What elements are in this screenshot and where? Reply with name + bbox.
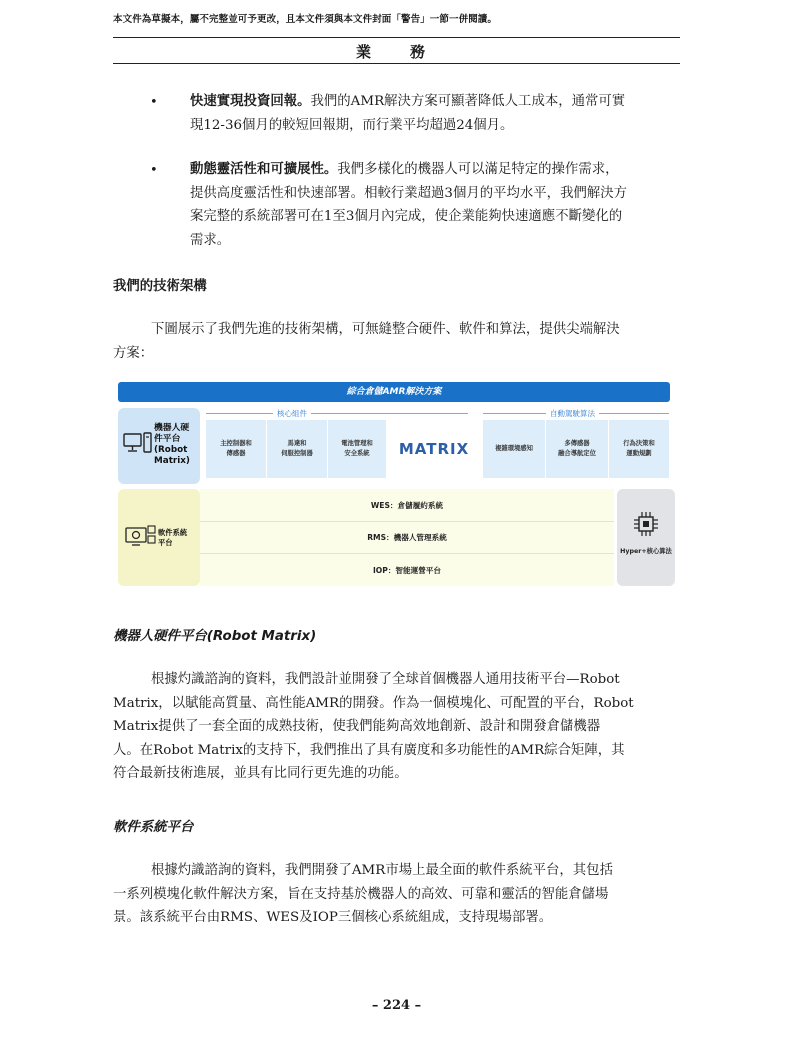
- bullet-flex-line-2: 提供高度靈活性和快速部署。相較行業超過3個月的平均水平，我們解決方: [190, 185, 628, 201]
- robot-matrix-line-5: 符合最新技術進展，並具有比同行更先進的功能。: [113, 766, 408, 781]
- systems-divider: [200, 553, 614, 554]
- cell-sensor-fusion: 多傳感器 融合導航定位: [546, 420, 608, 478]
- core-group-line: [206, 413, 468, 414]
- core-algorithm-box: [617, 489, 675, 586]
- bullet-roi-line-1: 快速實現投資回報。我們的AMR解決方案可顯著降低人工成本，通常可實: [190, 94, 626, 109]
- software-platform-label: 軟件系統 平台: [158, 528, 188, 547]
- bullet-roi: [190, 90, 680, 137]
- bullet-flex-line-4: 需求。: [190, 232, 231, 248]
- bullet-flex-line-1: 動態靈活性和可擴展性。我們多樣化的機器人可以滿足特定的操作需求，: [190, 162, 619, 177]
- system-wes: WES：倉儲履約系統: [370, 501, 444, 510]
- tech-intro-line-1: 下圖展示了我們先進的技術架構，可無縫整合硬件、軟件和算法，提供尖端解決: [151, 322, 620, 337]
- cell-main-controller: 主控制器和 傳感器: [206, 420, 266, 478]
- cell-environment-perception: 複雜環境感知: [483, 420, 545, 478]
- bullet-marker: •: [150, 95, 158, 110]
- system-rms: RMS：機器人管理系統: [367, 533, 447, 542]
- software-platform-line-1: 根據灼識諮詢的資料，我們開發了AMR市場上最全面的軟件系統平台，其包括: [151, 863, 613, 878]
- systems-divider: [200, 521, 614, 522]
- robot-matrix-line-3: Matrix提供了一套全面的成熟技術，使我們能夠高效地創新、設計和開發倉儲機器: [113, 719, 601, 734]
- tech-intro-line-2: 方案：: [113, 345, 154, 361]
- system-iop: IOP：智能運營平台: [372, 566, 441, 575]
- software-platform-paragraph: [113, 859, 680, 930]
- robot-matrix-paragraph: [113, 668, 680, 786]
- core-algorithm-label: Hyper+核心算法: [620, 548, 672, 555]
- section-title: 業 務: [355, 43, 437, 61]
- bullet-flex-line-3: 案完整的系統部署可在1至3個月內完成，使企業能夠快速適應不斷變化的: [190, 209, 623, 224]
- page-number: – 224 –: [371, 998, 422, 1013]
- tech-architecture-heading: 我們的技術架構: [113, 279, 207, 294]
- bullet-roi-title: 快速實現投資回報。: [190, 94, 311, 109]
- bullet-flexibility: [190, 158, 680, 252]
- software-monitor-icon: [124, 525, 156, 547]
- chip-icon: [633, 511, 659, 537]
- header-rule-top: [113, 37, 680, 38]
- autodrive-group-label: 自動駕駛算法: [546, 408, 599, 419]
- bullet-marker: •: [150, 163, 158, 178]
- robot-matrix-line-1: 根據灼識諮詢的資料，我們設計並開發了全球首個機器人通用技術平台—Robot: [151, 672, 620, 687]
- software-platform-heading: 軟件系統平台: [113, 820, 194, 835]
- tech-intro: [113, 318, 680, 365]
- robot-matrix-line-4: 人。在Robot Matrix的支持下，我們推出了具有廣度和多功能性的AMR綜合矩陣，其: [113, 742, 625, 758]
- robot-matrix-heading: 機器人硬件平台(Robot Matrix): [113, 629, 317, 644]
- robot-matrix-line-2: Matrix，以賦能高質量、高性能AMR的開發。作為一個模塊化、可配置的平台，Robot: [113, 695, 634, 711]
- matrix-logo: MATRIX: [398, 440, 470, 458]
- header-rule-bottom: [113, 63, 680, 64]
- computer-icon: [123, 432, 153, 454]
- core-group-label: 核心組件: [273, 408, 311, 419]
- cell-battery-safety: 電池管理和 安全系統: [328, 420, 386, 478]
- software-platform-line-3: 景。該系統平台由RMS、WES及IOP三個核心系統組成，支持現場部署。: [113, 910, 553, 925]
- draft-disclaimer: 本文件為草擬本，屬不完整並可予更改，且本文件須與本文件封面「警告」一節一併閱讀。: [113, 14, 498, 25]
- bullet-roi-line-2: 現12-36個月的較短回報期，而行業平均超過24個月。: [190, 117, 514, 133]
- software-platform-line-2: 一系列模塊化軟件解決方案，旨在支持基於機器人的高效、可靠和靈活的智能倉儲場: [113, 886, 609, 902]
- cell-motor-servo: 馬達和 伺服控制器: [267, 420, 327, 478]
- bullet-flex-title: 動態靈活性和可擴展性。: [190, 162, 338, 177]
- hardware-platform-label: 機器人硬 件平台 (Robot Matrix): [154, 423, 190, 466]
- cell-behavior-planning: 行為決策和 運動規劃: [609, 420, 669, 478]
- diagram-banner: 綜合倉儲AMR解決方案: [118, 382, 670, 402]
